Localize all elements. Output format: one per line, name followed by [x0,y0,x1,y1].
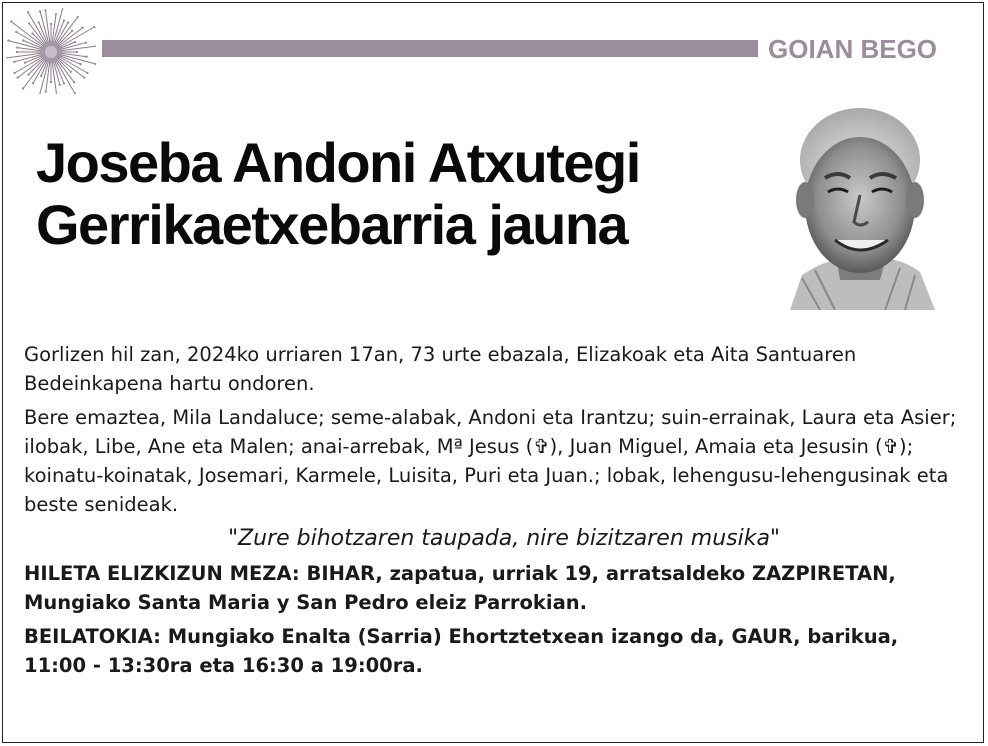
deceased-name [36,132,640,256]
name-line-2: Gerrikaetxebarria jauna [36,193,628,256]
name-line-1: Joseba Andoni Atxutegi [36,131,640,194]
family-text-3: ); koinatu-koinatak, Josemari, Karmele, Luisita, Puri eta Juan.; lobak, lehengusu-lehengusinak eta beste senideak. [24,435,949,516]
family-text-2: ), Juan Miguel, Amaia eta Jesusin ( [549,435,883,458]
family-text-1: Bere emaztea, Mila Landaluce; seme-alabak, Andoni eta Irantzu; suin-errainak, Laura eta Asier; ilobak, Libe, Ane eta Malen; anai-arrebak, Mª Jesus ( [24,406,957,458]
portrait-photo [780,100,940,310]
announcement-body [24,340,964,685]
cross-icon: ✞ [882,435,899,458]
goian-bego-label: GOIAN BEGO [768,34,938,64]
wake-info: BEILATOKIA: Mungiako Enalta (Sarria) Ehortztetxean izango da, GAUR, barikua, 11:00 - 13:30ra eta 16:30 a 19:00ra. [24,625,899,677]
header-rule-bar [102,40,758,57]
cross-icon: ✞ [533,435,550,458]
memorial-quote: "Zure bihotzaren taupada, nire bizitzaren musika" [227,526,781,551]
death-paragraph: Gorlizen hil zan, 2024ko urriaren 17an, 73 urte ebazala, Elizakoak eta Aita Santuaren Bedeinkapena hartu ondoren. [24,343,857,395]
thistle-flower-emblem [6,8,96,94]
funeral-info: HILETA ELIZKIZUN MEZA: BIHAR, zapatua, urriak 19, arratsaldeko ZAZPIRETAN, Mungiako Santa Maria y San Pedro eleiz Parrokian. [24,562,896,614]
family-paragraph [24,403,964,519]
